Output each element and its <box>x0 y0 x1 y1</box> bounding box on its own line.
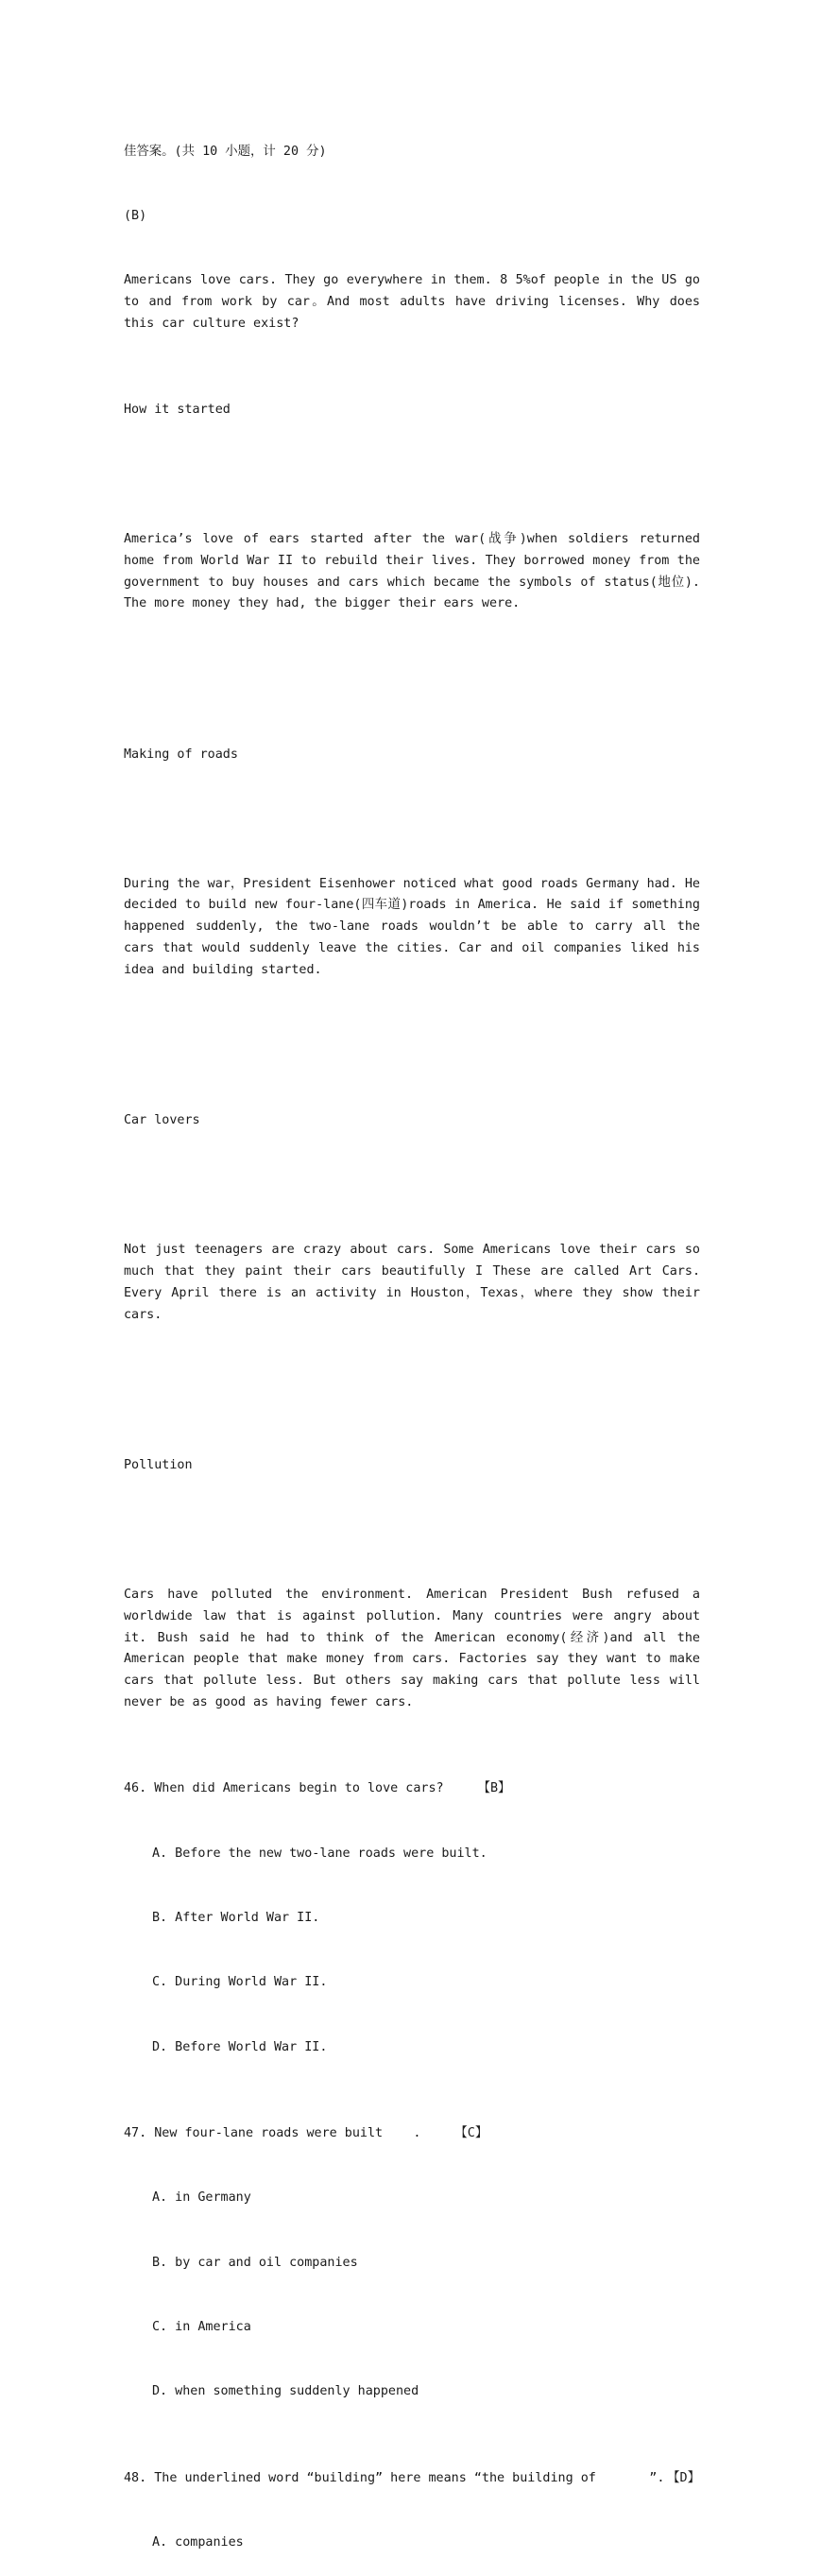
blank-line <box>124 659 700 680</box>
question-stem: 48. The underlined word “building” here means “the building of ”. <box>124 2470 665 2485</box>
blank-line <box>124 1176 700 1197</box>
question-option: C. During World War II. <box>152 1975 328 1990</box>
question-option: D. Before World War II. <box>152 2039 328 2054</box>
question-option: C. in America <box>152 2320 251 2335</box>
blank-line <box>124 809 700 831</box>
question-stem: 47. New four-lane roads were built . <box>124 2125 421 2140</box>
section-heading-making-of-roads: Making of roads <box>124 747 238 762</box>
document-page <box>124 98 709 2576</box>
question-47 <box>124 2123 700 2145</box>
question-answer: 【D】 <box>667 2470 700 2485</box>
question-option: D. when something suddenly happened <box>152 2384 419 2399</box>
blank-line <box>124 1520 700 1542</box>
question-option: B. by car and oil companies <box>152 2255 358 2270</box>
blank-line <box>124 1024 700 1046</box>
question-stem: 46. When did Americans begin to love cars? <box>124 1781 444 1796</box>
question-answer: 【C】 <box>454 2125 488 2140</box>
question-option: A. Before the new two-lane roads were built. <box>152 1846 487 1861</box>
question-option: A. companies <box>152 2535 244 2550</box>
section-heading-how-it-started: How it started <box>124 403 231 418</box>
section-label: (B) <box>124 208 147 223</box>
question-option: B. After World War II. <box>152 1910 320 1925</box>
blank-line <box>124 465 700 487</box>
section-text-making-of-roads: During the war，President Eisenhower noticed what good roads Germany had. He decided to build new four-lane(四车道)roads in America. He said if something happened suddenly, the two-lane roads wouldn’t be able to carry all the cars that would suddenly leave the cities. Car and oil companies liked his idea and building started. <box>124 876 709 977</box>
blank-line <box>124 1369 700 1391</box>
section-heading-pollution: Pollution <box>124 1458 193 1473</box>
section-text-pollution: Cars have polluted the environment. American President Bush refused a worldwide law that is against pollution. Many countries were angry about it. Bush said he had to think of the American economy(经济)and all the American people that make money from cars. Factories say they want to make cars that pollute less. But others say making cars that pollute less will never be as good as having fewer cars. <box>124 1587 709 1709</box>
question-option: A. in Germany <box>152 2190 251 2206</box>
question-46 <box>124 1778 700 1800</box>
intro-paragraph: Americans love cars. They go everywhere in them. 8 5%of people in the US go to and from work by car。And most adults have driving licenses. Why does this car culture exist? <box>124 273 709 331</box>
section-text-car-lovers: Not just teenagers are crazy about cars. Some Americans love their cars so much that they paint their cars beautifully I These are called Art Cars. Every April there is an activity in Houston，Texas，where they show their cars. <box>124 1243 709 1322</box>
instruction-line: 佳答案。(共 10 小题，计 20 分) <box>124 144 327 159</box>
section-text-how-it-started: America’s love of ears started after the war(战争)when soldiers returned home from World War II to rebuild their lives. They borrowed money from the government to buy houses and cars which became the symbols of status(地位). The more money they had, the bigger their ears were. <box>124 531 709 611</box>
question-answer: 【B】 <box>477 1781 511 1796</box>
question-48 <box>124 2468 700 2490</box>
section-heading-car-lovers: Car lovers <box>124 1113 200 1128</box>
